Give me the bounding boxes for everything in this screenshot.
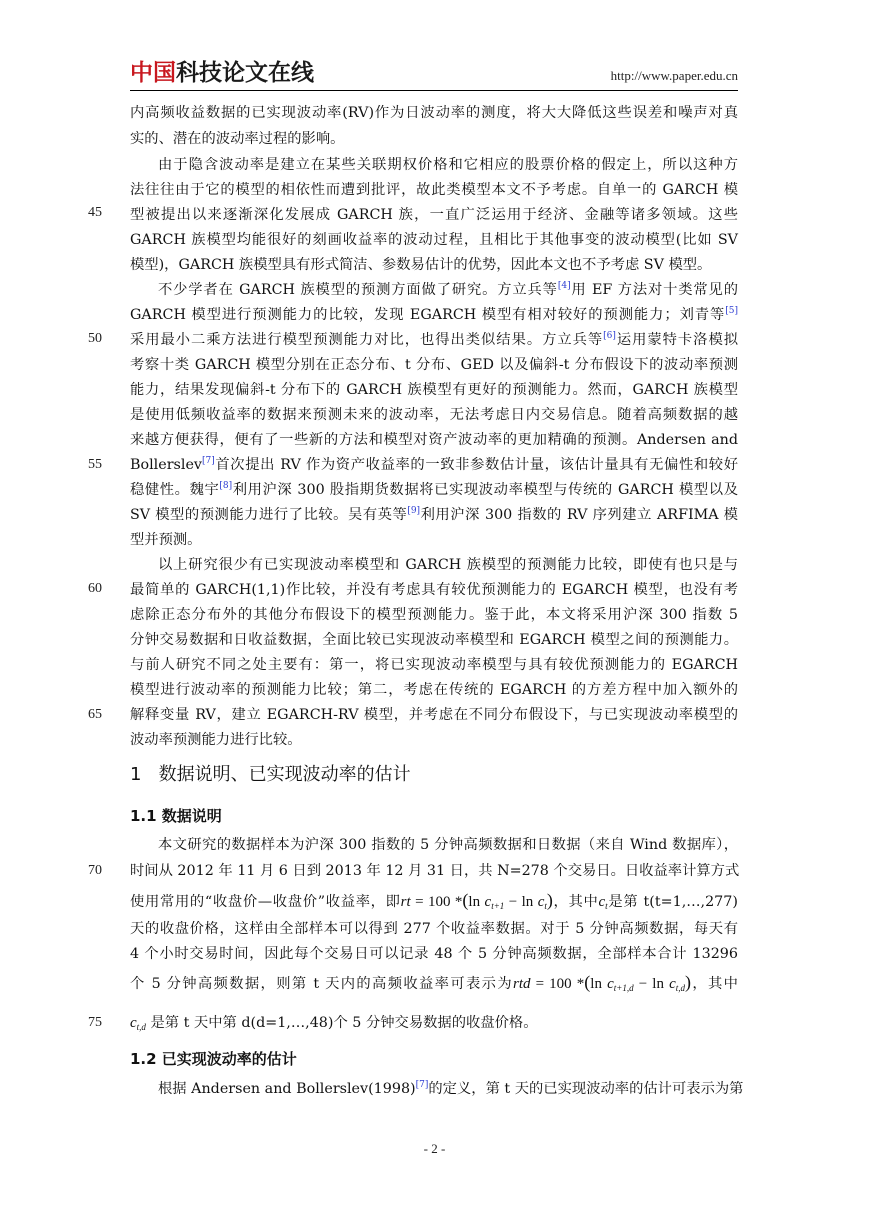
line-number: 65 <box>88 707 102 722</box>
text-line: 法往往由于它的模型的相依性而遭到批评，故此类模型本文不予考虑。自单一的 GARCH 模 <box>130 182 738 198</box>
text-line: 能力，结果发现偏斜-t 分布下的 GARCH 族模型有更好的预测能力。然而，GARCH 族模型 <box>130 382 738 398</box>
text-line: 以上研究很少有已实现波动率模型和 GARCH 族模型的预测能力比较，即使有也只是与 <box>158 557 738 573</box>
logo-red-text: 中国 <box>130 60 176 86</box>
text-line: 内高频收益数据的已实现波动率(RV)作为日波动率的测度，将大大降低这些误差和噪声对真 <box>130 105 738 121</box>
text-line: 不少学者在 GARCH 族模型的预测方面做了研究。方立兵等[4]用 EF 方法对十类常见的 <box>158 281 738 298</box>
section-heading <box>130 762 411 788</box>
text-line: 稳健性。魏宇[8]利用沪深 300 股指期货数据将已实现波动率模型与传统的 GARCH 模型以及 <box>130 481 738 498</box>
header-divider <box>130 90 738 91</box>
text-line: 4 个小时交易时间，因此每个交易日可以记录 48 个 5 分钟高频数据，全部样本合计 13296 <box>130 946 738 962</box>
logo-black-text: 科技论文在线 <box>176 60 314 86</box>
subsection-heading: 1.2 已实现波动率的估计 <box>130 1050 297 1068</box>
text-line: 解释变量 RV，建立 EGARCH-RV 模型，并考虑在不同分布假设下，与已实现波动率模型的 <box>130 707 738 723</box>
variable-ctd: $c_{t,d}$ <box>130 1015 146 1032</box>
citation-ref[interactable]: [7] <box>415 1080 429 1090</box>
page-header <box>130 60 738 92</box>
text-line: SV 模型的预测能力进行了比较。吴有英等[9]利用沪深 300 指数的 RV 序列建立 ARFIMA 模 <box>130 506 738 523</box>
text-line: 波动率预测能力进行比较。 <box>130 732 302 748</box>
text-line: 模型)，GARCH 族模型具有形式简洁、参数易估计的优势，因此本文也不予考虑 SV 模型。 <box>130 257 712 273</box>
journal-logo <box>130 60 314 86</box>
text-line: 实的、潜在的波动率过程的影响。 <box>130 131 345 147</box>
text-line: 分钟交易数据和日收益数据，全面比较已实现波动率模型和 EGARCH 模型之间的预测能力。 <box>130 632 738 648</box>
text-line: 由于隐含波动率是建立在某些关联期权价格和它相应的股票价格的假定上，所以这种方 <box>158 157 738 173</box>
text-line: GARCH 模型进行预测能力的比较，发现 EGARCH 模型有相对较好的预测能力；刘青等[5] <box>130 306 738 323</box>
text-line: 时间从 2012 年 11 月 6 日到 2013 年 12 月 31 日，共 N=278 个交易日。日收益率计算方式 <box>130 863 740 879</box>
citation-ref[interactable]: [9] <box>407 506 421 516</box>
intraday-return-formula: rtd = 100 *(ln $c_{t+1,d} - \ln c_{t,d}$) <box>512 972 691 993</box>
text-line: 考察十类 GARCH 模型分别在正态分布、t 分布、GED 以及偏斜-t 分布假设下的波动率预测 <box>130 357 738 373</box>
text-line: 模型进行波动率的预测能力比较；第二，考虑在传统的 EGARCH 的方差方程中加入额外的 <box>130 682 738 698</box>
line-number: 75 <box>88 1015 102 1030</box>
header-url[interactable]: http://www.paper.edu.cn <box>610 68 738 83</box>
page-number: - 2 - <box>423 1141 446 1156</box>
text-line: 天的收盘价格，这样由全部样本可以得到 277 个收益率数据。对于 5 分钟高频数据，每天有 <box>130 921 738 937</box>
citation-ref[interactable]: [7] <box>202 456 215 466</box>
text-line: 使用常用的“收盘价—收盘价”收益率，即rt = 100 *(ln $c_{t+1} - \ln c_t$)，其中$c_t$是第 t(t=1,…,277) <box>130 890 738 911</box>
text-line: 型并预测。 <box>130 532 202 548</box>
line-number: 50 <box>88 331 102 346</box>
text-line: 型被提出以来逐渐深化发展成 GARCH 族，一直广泛运用于经济、金融等诸多领域。这些 <box>130 207 738 223</box>
line-number: 70 <box>88 863 102 878</box>
citation-ref[interactable]: [5] <box>725 306 738 316</box>
variable-ct: $c_t$ <box>598 894 608 911</box>
text-line: 是使用低频收益率的数据来预测未来的波动率，无法考虑日内交易信息。随着高频数据的越 <box>130 407 738 423</box>
text-line: 虑除正态分布外的其他分布假设下的模型预测能力。鉴于此，本文将采用沪深 300 指数 5 <box>130 607 738 623</box>
citation-ref[interactable]: [8] <box>219 481 233 491</box>
text-line: Bollerslev[7]首次提出 RV 作为资产收益率的一致非参数估计量，该估计量具有无偏性和较好 <box>130 456 738 473</box>
line-number: 55 <box>88 457 102 472</box>
subsection-heading: 1.1 数据说明 <box>130 807 222 825</box>
text-line: 最简单的 GARCH(1,1)作比较，并没有考虑具有较优预测能力的 EGARCH 模型，也没有考 <box>130 582 738 598</box>
text-line: 与前人研究不同之处主要有：第一，将已实现波动率模型与具有较优预测能力的 EGARCH <box>130 657 738 673</box>
text-line: 个 5 分钟高频数据，则第 t 天内的高频收益率可表示为rtd = 100 *(ln $c_{t+1,d} - \ln c_{t,d}$)，其中 <box>130 972 738 993</box>
section-number: 1 <box>130 764 142 785</box>
line-number: 60 <box>88 581 102 596</box>
return-formula: rt = 100 *(ln $c_{t+1} - \ln c_t$) <box>400 890 553 911</box>
section-title: 数据说明、已实现波动率的估计 <box>158 764 411 785</box>
text-line: $c_{t,d}$ 是第 t 天中第 d(d=1,…,48)个 5 分钟交易数据的收盘价格。 <box>130 1015 538 1032</box>
text-line: 本文研究的数据样本为沪深 300 指数的 5 分钟高频数据和日数据（来自 Wind 数据库）， <box>158 837 738 853</box>
citation-ref[interactable]: [4] <box>557 281 571 291</box>
line-number: 45 <box>88 205 102 220</box>
text-line: 根据 Andersen and Bollerslev(1998)[7]的定义，第 t 天的已实现波动率的估计可表示为第 <box>158 1080 744 1097</box>
text-line: GARCH 族模型均能很好的刻画收益率的波动过程，且相比于其他事变的波动模型(比如 SV <box>130 232 738 248</box>
text-line: 采用最小二乘方法进行模型预测能力对比，也得出类似结果。方立兵等[6]运用蒙特卡洛模拟 <box>130 331 739 348</box>
text-line: 来越方便获得，便有了一些新的方法和模型对资产波动率的更加精确的预测。Andersen and <box>130 432 738 448</box>
citation-ref[interactable]: [6] <box>603 331 616 341</box>
